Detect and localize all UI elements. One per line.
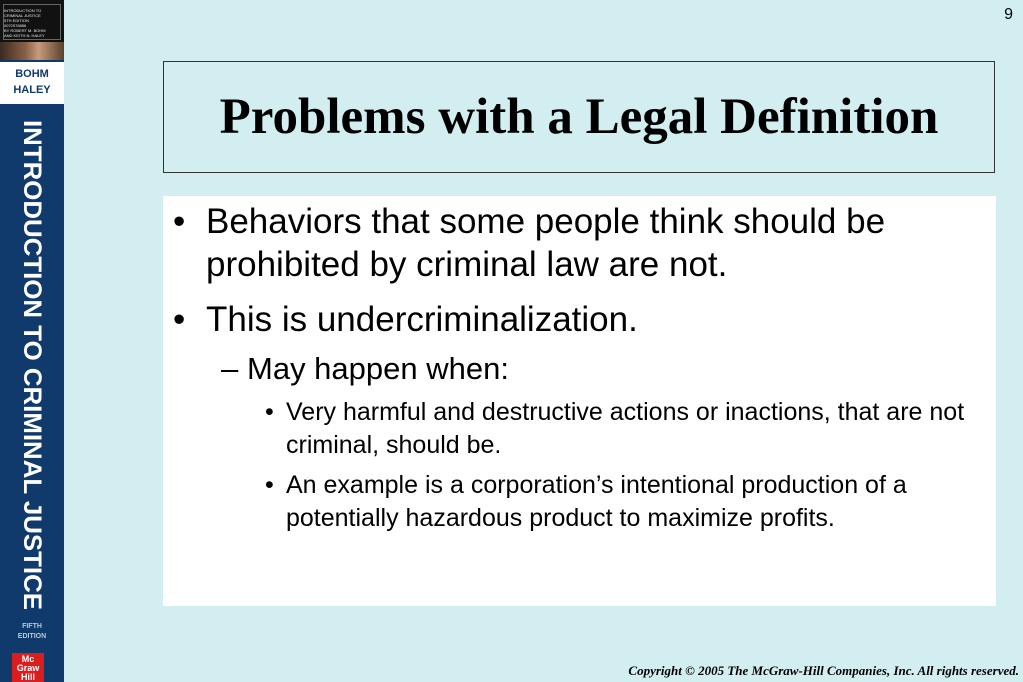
slide-title: Problems with a Legal Definition [219, 89, 939, 145]
edition-label [0, 622, 64, 642]
bullet-marker: • [265, 398, 274, 426]
edition-line-2: EDITION [17, 633, 47, 640]
bullet-text: May happen when: [247, 351, 509, 386]
sub-sub-bullet-item [265, 396, 986, 462]
logo-line-1: Mc [21, 654, 35, 664]
author-haley: HALEY [13, 84, 51, 96]
sub-sub-bullet-item [265, 469, 986, 535]
book-sidebar [0, 0, 64, 682]
bullet-marker: • [173, 202, 186, 241]
vertical-book-title [2, 120, 62, 615]
slide-title-box [163, 61, 995, 173]
bullet-text: An example is a corporation’s intentional production of a potentially hazardous product to maximize profits. [286, 471, 907, 532]
bullet-marker: – [221, 351, 239, 386]
cover-text: INTRODUCTION TO CRIMINAL JUSTICE 5TH EDITION 0072978856 BY ROBERT M. BOHM AND KEITH N. HALEY [4, 8, 46, 38]
mcgraw-hill-logo [12, 653, 44, 682]
vertical-title-text: INTRODUCTION TO CRIMINAL JUSTICE [18, 120, 46, 595]
sub-bullet-item [221, 350, 977, 388]
bullet-text: This is undercriminalization. [206, 300, 638, 339]
author-box [0, 62, 64, 104]
bullet-item [173, 298, 976, 341]
logo-line-3: Hill [20, 672, 35, 682]
slide-content-box [163, 196, 996, 606]
bullet-marker: • [173, 300, 186, 339]
bullet-text: Behaviors that some people think should be prohibited by criminal law are not. [206, 202, 886, 284]
cover-hand-image [0, 42, 64, 60]
bullet-marker: • [265, 471, 274, 499]
copyright-notice: Copyright © 2005 The McGraw-Hill Companies, Inc. All rights reserved. [628, 663, 1019, 678]
logo-line-2: Graw [16, 663, 40, 673]
bullet-text: Very harmful and destructive actions or inactions, that are not criminal, should be. [286, 398, 965, 459]
edition-line-1: FIFTH [22, 623, 42, 630]
author-bohm: BOHM [15, 68, 49, 80]
slide-number: 9 [1004, 6, 1013, 23]
book-cover-image [0, 0, 64, 60]
vertical-title-svg [2, 120, 62, 615]
bullet-item [173, 200, 976, 286]
